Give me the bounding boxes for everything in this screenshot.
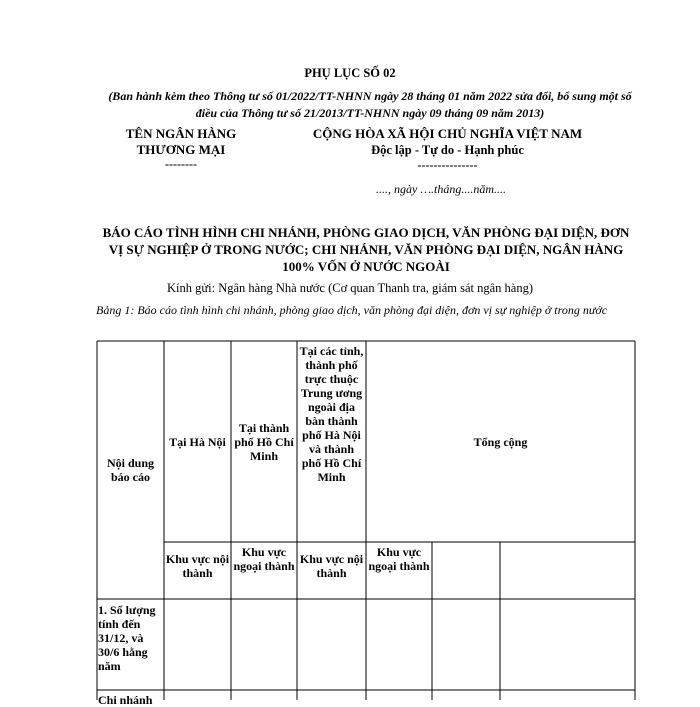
subheader-provinces-inner: Khu vực nội thành — [299, 552, 364, 580]
bank-name-line-1: TÊN NGÂN HÀNG — [125, 126, 237, 141]
subheader-hcm-outer: Khu vực ngoại thành — [233, 545, 295, 573]
header-hcm: Tại thành phố Hồ Chí Minh — [234, 420, 294, 463]
header-content: Nội dung báo cáo — [106, 456, 155, 484]
header-provinces: Tại các tỉnh, thành phố trực thuộc Trung ương ngoài địa bàn thành phố Hà Nội và thành phố Hồ Chí Minh — [299, 344, 364, 484]
header-total: Tổng cộng — [473, 434, 528, 449]
subheader-hanoi-inner: Khu vực nội thành — [165, 552, 230, 580]
appendix-title: PHỤ LỤC SỐ 02 — [304, 66, 396, 80]
date-line: ...., ngày ….tháng....năm.... — [376, 182, 506, 196]
report-title: BÁO CÁO TÌNH HÌNH CHI NHÁNH, PHÒNG GIAO DỊCH, VĂN PHÒNG ĐẠI DIỆN, ĐƠN VỊ SỰ NGHIỆP Ở TRONG NƯỚC; CHI NHÁNH, VĂN PHÒNG ĐẠI DIỆN, NGÂN HÀNG 100% VỐN Ở NƯỚC NGOÀI — [102, 225, 630, 274]
regulation-subtitle: (Ban hành kèm theo Thông tư số 01/2022/TT-NHNN ngày 28 tháng 01 năm 2022 sửa đổi, bổ sung một số điều của Thông tư số 21/2013/TT-NHNN ngày 09 tháng 09 năm 2013) — [108, 89, 632, 120]
nation-heading: CỘNG HÒA XÃ HỘI CHỦ NGHĨA VIỆT NAM — [312, 126, 583, 141]
subheader-outer: Khu vực ngoại thành — [368, 545, 430, 573]
national-motto: Độc lập - Tự do - Hạnh phúc — [371, 143, 524, 157]
table-caption: Bảng 1: Báo cáo tình hình chi nhánh, phòng giao dịch, văn phòng đại diện, đơn vị sự nghiệp ở trong nước — [96, 303, 608, 317]
header-hanoi: Tại Hà Nội — [169, 434, 226, 449]
bank-name-divider: -------- — [165, 157, 197, 171]
motto-divider: --------------- — [417, 158, 478, 172]
bank-name-line-2: THƯƠNG MẠI — [136, 142, 226, 157]
row-2-label: Chi nhánh — [98, 693, 153, 707]
row-1-label: 1. Số lượng tính đến 31/12, và 30/6 hằng năm — [98, 603, 156, 673]
addressee: Kính gửi: Ngân hàng Nhà nước (Cơ quan Thanh tra, giám sát ngân hàng) — [166, 281, 534, 295]
